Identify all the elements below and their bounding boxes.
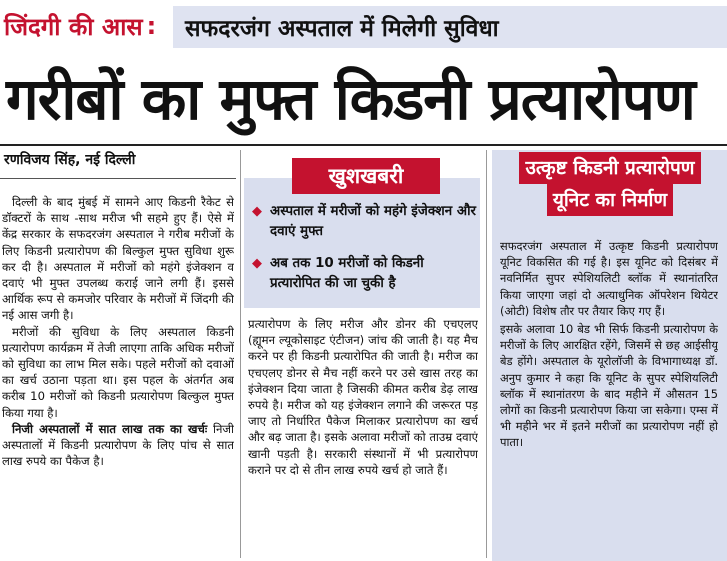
article-paragraph: दिल्ली के बाद मुंबई में सामने आए किडनी रैकेट से डॉक्टरों के साथ -साथ मरीज भी सहमे हुए हैं। ऐसे में केंद्र सरकार के सफदरजंग अस्पताल ने गरीब मरीजों के लिए किडनी प्रत्यारोपण की बिल्कुल मुफ्त सुविधा शुरू कर दी है। अस्पताल में मरीजों को महंगे इंजेक्शन व दवाएं भी मुफ्त उपलब्ध कराई जाने लगी हैं। इससे आर्थिक रूप से कमजोर परिवार के मरीजों में जिंदगी की नई आस जगी है। xyxy=(2,195,234,323)
article-column-1 xyxy=(2,194,234,559)
diamond-bullet-icon: ◆ xyxy=(252,256,262,271)
diamond-bullet-icon: ◆ xyxy=(252,204,262,219)
sidebar-body xyxy=(500,238,718,558)
subhead-private-hospitals: निजी अस्पतालों में सात लाख तक का खर्चः xyxy=(12,421,208,436)
highlight-title: खुशखबरी xyxy=(292,158,440,194)
article-paragraph: प्रत्यारोपण के लिए मरीज और डोनर की एचएलए (ह्यूमन ल्यूकोसाइट एंटीजन) जांच की जाती है। यह मैच करने पर ही किडनी प्रत्यारोपित की जाती है। मरीज का एचएलए डोनर से मैच नहीं करने पर उसे खास तरह का इंजेक्शन दिया जाता है जिसकी कीमत करीब डेढ़ लाख रुपये है। मरीज को यह इंजेक्शन लगाने की जरूरत पड़ जाए तो निर्धारित पैकेज मिलाकर प्रत्यारोपण का खर्च और बढ़ जाता है। इसके अलावा मरीजों को ताउम्र दवाएं खानी पड़ती है। सरकारी संस्थानों में भी प्रत्यारोपण कराने पर दो से तीन लाख रुपये खर्च हो जाते हैं। xyxy=(248,317,478,477)
sidebar-title xyxy=(500,152,720,216)
byline-divider xyxy=(0,178,236,179)
kicker-label: जिंदगी की आस xyxy=(4,12,143,41)
byline: रणविजय सिंह, नई दिल्ली xyxy=(4,152,136,168)
kicker-tagline: सफदरजंग अस्पताल में मिलेगी सुविधा xyxy=(173,6,727,48)
sidebar-paragraph: सफदरजंग अस्पताल में उत्कृष्ट किडनी प्रत्यारोपण यूनिट विकसित की गई है। इस यूनिट को दिसंबर में नवनिर्मित सुपर स्पेशियलिटी ब्लॉक में स्थानांतरित किया जाएगा जहां दो अत्याधुनिक ऑपरेशन थियेटर (ओटी) विशेष तौर पर तैयार किए गए हैं। xyxy=(500,239,718,318)
column-divider xyxy=(240,150,241,558)
article-paragraph: मरीजों की सुविधा के लिए अस्पताल किडनी प्रत्यारोपण कार्यक्रम में तेजी लाएगा ताकि अधिक मरीजों को सुविधा का लाभ मिल सके। पहले मरीजों को दवाओं का खर्च उठाना पड़ता था। इस पहल के अंतर्गत अब करीब 10 मरीजों को किडनी प्रत्यारोपण बिल्कुल मुफ्त किया गया है। xyxy=(2,324,234,420)
article-paragraph xyxy=(2,421,234,470)
column-divider xyxy=(486,150,487,558)
article-column-2 xyxy=(248,316,478,556)
section-kicker xyxy=(0,0,165,52)
sidebar-paragraph: इसके अलावा 10 बेड भी सिर्फ किडनी प्रत्यारोपण के मरीजों के लिए आरक्षित रहेंगे, जिसमें से छह आईसीयू बेड होंगे। अस्पताल के यूरोलॉजी के विभागाध्यक्ष डॉ. अनुप कुमार ने कहा कि यूनिट के सुपर स्पेशियलिटी ब्लॉक में स्थानांतरण के बाद महीने में औसतन 15 लोगों का किडनी प्रत्यारोपण किया जा सकेगा। एम्स में भी महीने भर में इतने मरीजों का प्रत्यारोपण नहीं हो पाता। xyxy=(500,322,718,450)
highlight-bullet xyxy=(252,202,478,242)
kicker-colon: : xyxy=(146,12,157,40)
headline-divider xyxy=(0,144,727,146)
sidebar-title-line: यूनिट का निर्माण xyxy=(547,184,673,216)
bullet-text: अस्पताल में मरीजों को महंगे इंजेक्शन और दवाएं मुफ्त xyxy=(270,204,476,239)
sidebar-title-line: उत्कृष्ट किडनी प्रत्यारोपण xyxy=(519,152,700,184)
bullet-text: अब तक 10 मरीजों को किडनी प्रत्यारोपित की जा चुकी है xyxy=(270,256,424,291)
article-text: निजी अस्पतालों में किडनी प्रत्यारोपण के लिए पांच से सात लाख रुपये का पैकेज है। xyxy=(2,421,234,469)
highlight-bullet xyxy=(252,254,478,294)
highlight-bullets xyxy=(252,202,478,306)
headline: गरीबों का मुफ्त किडनी प्रत्यारोपण xyxy=(6,65,695,133)
